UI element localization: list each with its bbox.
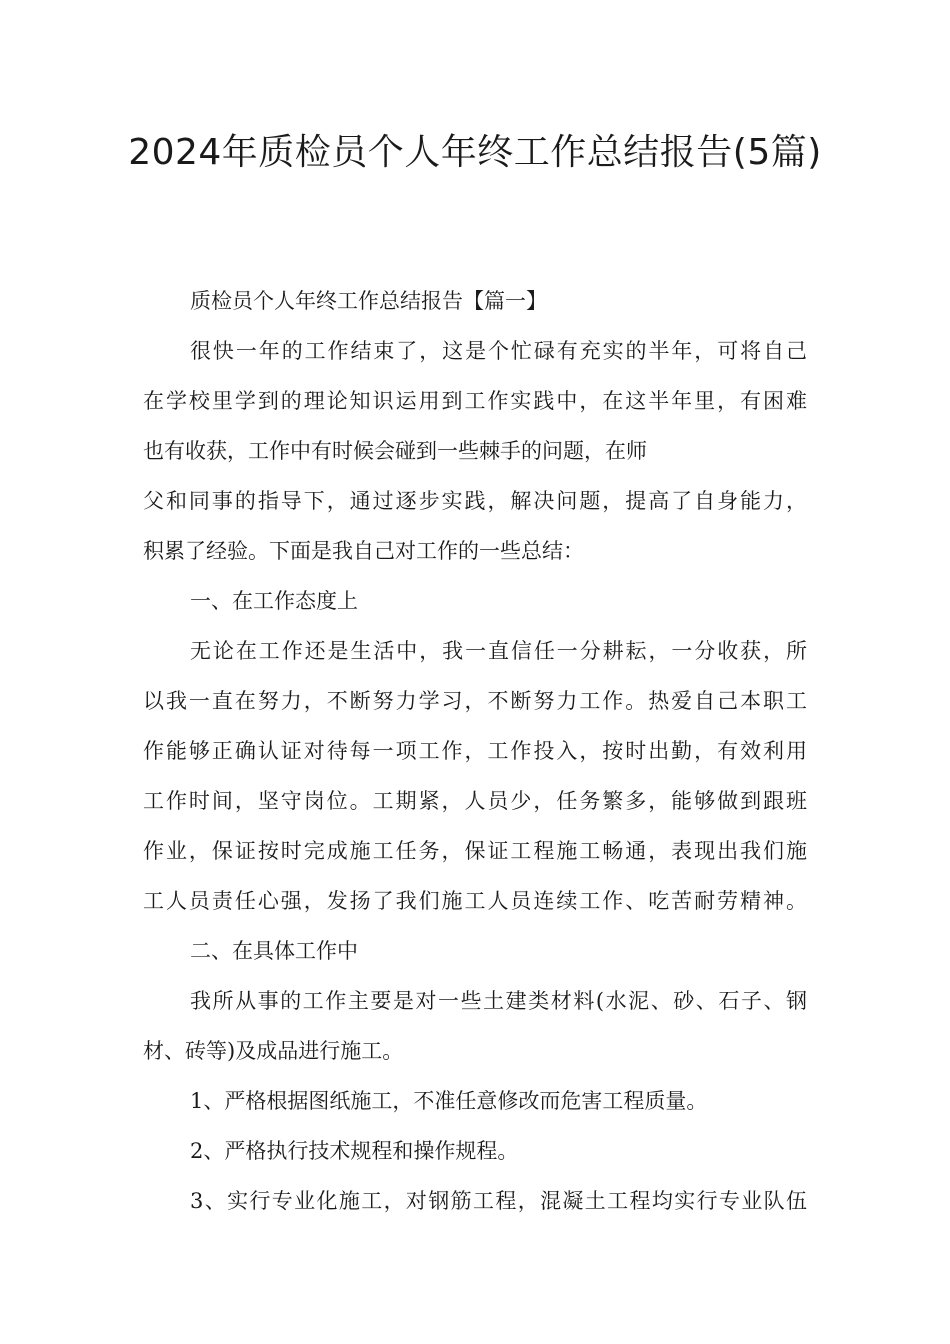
list-item: 3、实行专业化施工，对钢筋工程，混凝土工程均实行专业队伍	[190, 1189, 807, 1213]
paragraph-line: 作业，保证按时完成施工任务，保证工程施工畅通，表现出我们施	[143, 839, 807, 863]
paragraph-line: 我所从事的工作主要是对一些土建类材料(水泥、砂、石子、钢	[190, 989, 807, 1013]
paragraph-line: 很快一年的工作结束了，这是个忙碌有充实的半年，可将自己	[190, 339, 807, 363]
paragraph-line: 积累了经验。下面是我自己对工作的一些总结：	[143, 539, 584, 563]
subheading-specific-work: 二、在具体工作中	[190, 939, 358, 963]
paragraph-line: 工人员责任心强，发扬了我们施工人员连续工作、吃苦耐劳精神。	[143, 889, 807, 913]
list-item: 2、严格执行技术规程和操作规程。	[190, 1139, 519, 1163]
paragraph-line: 材、砖等)及成品进行施工。	[143, 1039, 404, 1063]
subheading-work-attitude: 一、在工作态度上	[190, 589, 358, 613]
document-title: 2024年质检员个人年终工作总结报告(5篇)	[128, 132, 822, 173]
paragraph-line: 以我一直在努力，不断努力学习，不断努力工作。热爱自己本职工	[143, 689, 807, 713]
paragraph-line: 无论在工作还是生活中，我一直信任一分耕耘，一分收获，所	[190, 639, 807, 663]
paragraph-line: 在学校里学到的理论知识运用到工作实践中，在这半年里，有困难	[143, 389, 807, 413]
paragraph-line: 工作时间，坚守岗位。工期紧，人员少，任务繁多，能够做到跟班	[143, 789, 807, 813]
section-heading-part-one: 质检员个人年终工作总结报告【篇一】	[190, 289, 547, 313]
paragraph-line: 也有收获，工作中有时候会碰到一些棘手的问题，在师	[143, 439, 647, 463]
paragraph-line: 作能够正确认证对待每一项工作，工作投入，按时出勤，有效利用	[143, 739, 807, 763]
list-item: 1、严格根据图纸施工，不准任意修改而危害工程质量。	[190, 1089, 708, 1113]
paragraph-line: 父和同事的指导下，通过逐步实践，解决问题，提高了自身能力，	[143, 489, 807, 513]
